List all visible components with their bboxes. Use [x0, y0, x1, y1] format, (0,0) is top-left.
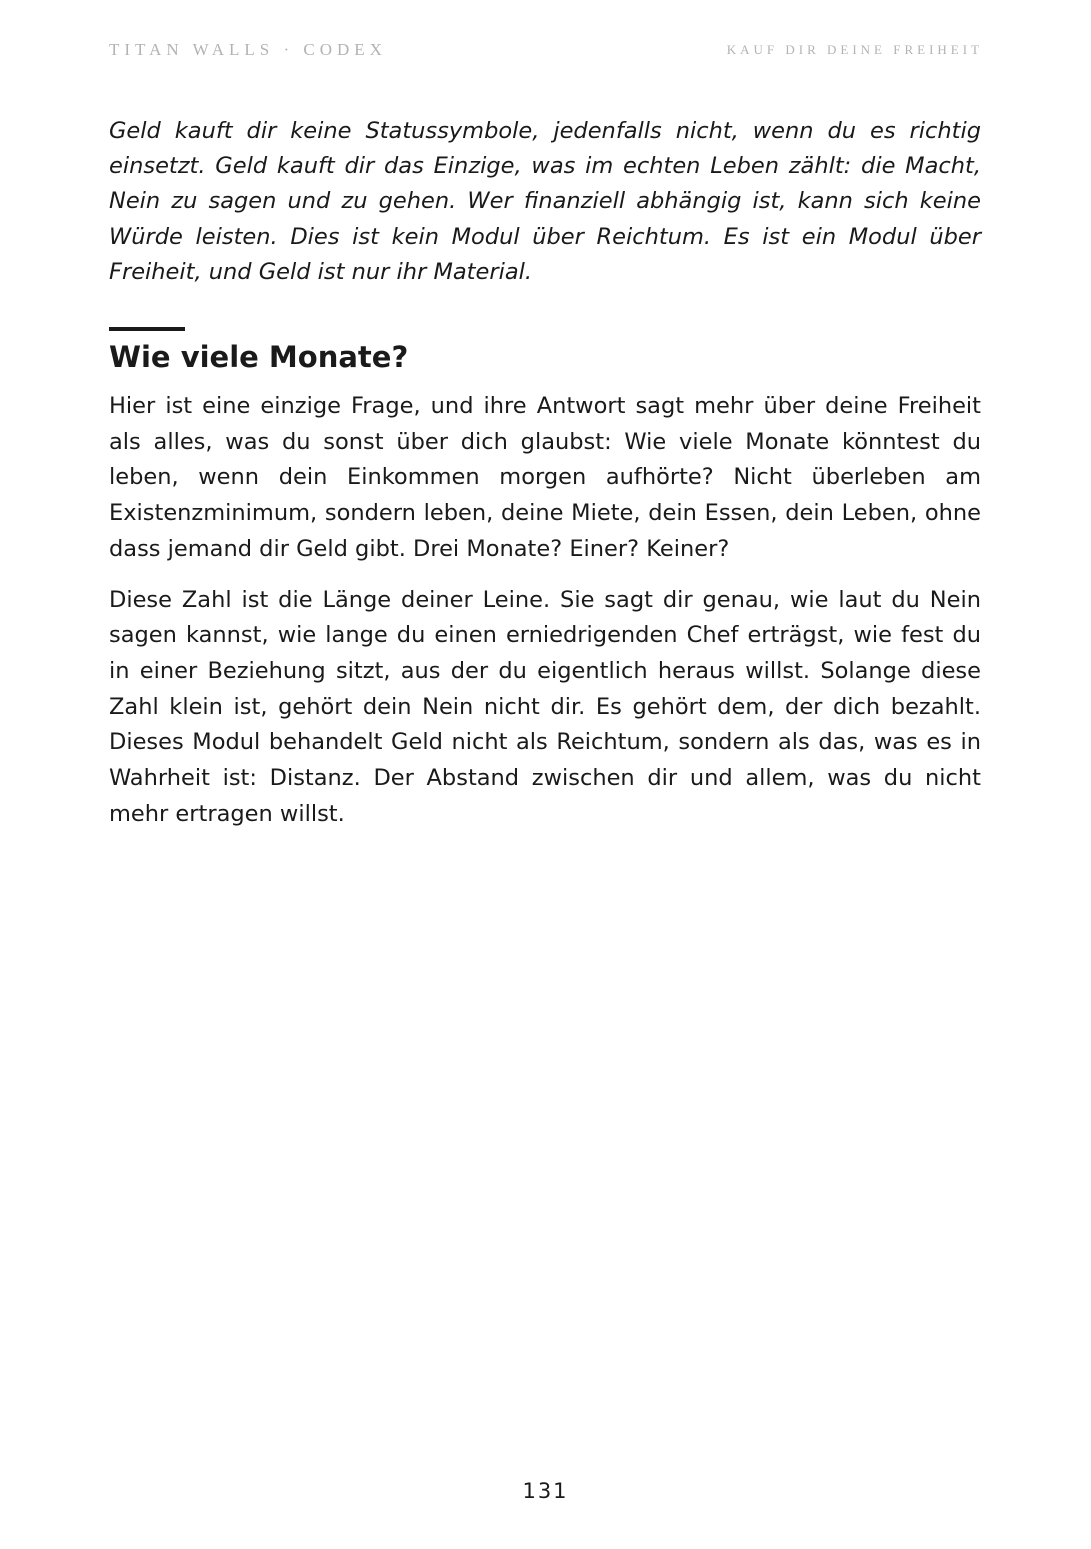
page-number: 131 — [522, 1479, 569, 1503]
running-head-book-title: TITAN WALLS · CODEX — [109, 40, 387, 59]
section-heading: Wie viele Monate? — [109, 340, 409, 375]
section-divider-rule — [109, 327, 185, 331]
page-body — [109, 114, 981, 832]
body-paragraph-1: Hier ist eine einzige Frage, und ihre Antwort sagt mehr über deine Freiheit als alles, was du sonst über dich glaubst: Wie viele Monate könntest du leben, wenn dein Einkommen morgen aufhörte? Nicht überleben am Existenzminimum, sondern leben, deine Miete, dein Essen, dein Leben, ohne dass jemand dir Geld gibt. Drei Monate? Einer? Keiner? — [109, 393, 981, 562]
intro-paragraph: Geld kauft dir keine Statussymbole, jedenfalls nicht, wenn du es richtig einsetzt. Geld kauft dir das Einzige, was im echten Leben zählt: die Macht, Nein zu sagen und zu gehen. Wer finanziell abhängig ist, kann sich keine Würde leisten. Dies ist kein Modul über Reichtum. Es ist ein Modul über Freiheit, und Geld ist nur ihr Material. — [109, 118, 981, 285]
running-head-chapter-title: KAUF DIR DEINE FREIHEIT — [726, 42, 983, 57]
body-paragraph-2: Diese Zahl ist die Länge deiner Leine. Sie sagt dir genau, wie laut du Nein sagen kannst, wie lange du einen erniedrigenden Chef erträgst, wie fest du in einer Beziehung sitzt, aus der du eigentlich heraus willst. Solange diese Zahl klein ist, gehört dein Nein nicht dir. Es gehört dem, der dich bezahlt. Dieses Modul behandelt Geld nicht als Reichtum, sondern als das, was es in Wahrheit ist: Distanz. Der Abstand zwischen dir und allem, was du nicht mehr ertragen willst. — [109, 586, 981, 827]
